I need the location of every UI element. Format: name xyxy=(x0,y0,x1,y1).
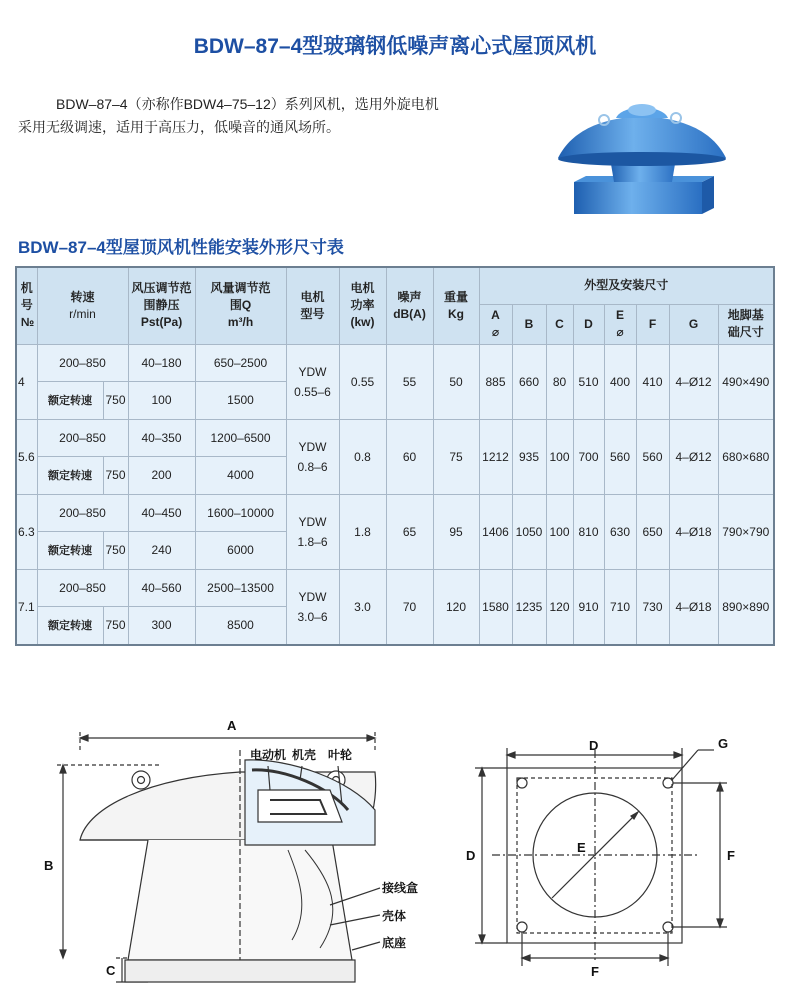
cell-dim-e: 710 xyxy=(604,569,636,645)
cell-pressure-range: 40–180 xyxy=(128,344,195,381)
header-noise: 噪声 dB(A) xyxy=(386,267,433,344)
header-model-no: 机号№ xyxy=(16,267,37,344)
cell-dim-c: 100 xyxy=(546,419,573,494)
cell-dim-a: 885 xyxy=(479,344,512,419)
cell-rated-pressure: 200 xyxy=(128,456,195,494)
table-row xyxy=(16,344,774,381)
cell-dim-d: 810 xyxy=(573,494,604,569)
cell-dim-f: 650 xyxy=(636,494,669,569)
dim-g-label: G xyxy=(718,736,729,751)
cell-dim-d: 910 xyxy=(573,569,604,645)
cell-power: 0.8 xyxy=(339,419,386,494)
cell-rated-pressure: 300 xyxy=(128,606,195,645)
cell-dim-a: 1406 xyxy=(479,494,512,569)
header-flow: 风量调节范围Q m³/h xyxy=(195,267,286,344)
cell-dim-g: 4–Ø18 xyxy=(669,569,718,645)
label-motor: 电动机 xyxy=(250,748,287,762)
header-dim-d: D xyxy=(573,304,604,344)
cell-dim-e: 630 xyxy=(604,494,636,569)
cell-dim-a: 1580 xyxy=(479,569,512,645)
cell-pressure-range: 40–560 xyxy=(128,569,195,606)
label-housing: 壳体 xyxy=(382,909,407,923)
header-dim-a: A ⌀ xyxy=(479,304,512,344)
dim-f-side-label: F xyxy=(727,848,735,863)
page-title: BDW–87–4型玻璃钢低噪声离心式屋顶风机 xyxy=(193,35,597,58)
dim-e-label: E xyxy=(577,840,586,855)
dim-d-side-label: D xyxy=(466,848,476,863)
header-dim-g: G xyxy=(669,304,718,344)
cell-dim-base: 890×890 xyxy=(718,569,774,645)
dim-c-label: C xyxy=(106,963,116,978)
cell-rated-flow: 6000 xyxy=(195,531,286,569)
cell-dim-g: 4–Ø12 xyxy=(669,419,718,494)
label-shell: 机壳 xyxy=(292,748,317,762)
label-impeller: 叶轮 xyxy=(328,748,353,762)
cell-model-no: 4 xyxy=(16,344,37,419)
plan-view xyxy=(475,748,727,966)
cell-speed-range: 200–850 xyxy=(37,494,128,531)
cell-flow-range: 650–2500 xyxy=(195,344,286,381)
fan-product-image xyxy=(552,96,732,220)
cell-dim-d: 700 xyxy=(573,419,604,494)
table-row xyxy=(16,569,774,606)
cell-dim-base: 680×680 xyxy=(718,419,774,494)
cell-dim-f: 410 xyxy=(636,344,669,419)
cell-rated-label: 额定转速 xyxy=(37,606,103,645)
cell-rated-label: 额定转速 xyxy=(37,381,103,419)
header-dim-e: E ⌀ xyxy=(604,304,636,344)
header-dim-f: F xyxy=(636,304,669,344)
cell-dim-b: 1235 xyxy=(512,569,546,645)
table-row xyxy=(16,494,774,531)
side-view xyxy=(57,732,380,982)
header-power: 电机功率 (kw) xyxy=(339,267,386,344)
cell-rated-pressure: 100 xyxy=(128,381,195,419)
cell-flow-range: 1600–10000 xyxy=(195,494,286,531)
cell-power: 0.55 xyxy=(339,344,386,419)
cell-weight: 120 xyxy=(433,569,479,645)
cell-motor: YDW 3.0–6 xyxy=(286,569,339,645)
cell-rated-flow: 4000 xyxy=(195,456,286,494)
cell-speed-range: 200–850 xyxy=(37,569,128,606)
dim-b-label: B xyxy=(44,858,54,873)
cell-flow-range: 1200–6500 xyxy=(195,419,286,456)
cell-dim-b: 935 xyxy=(512,419,546,494)
cell-dim-f: 560 xyxy=(636,419,669,494)
cell-noise: 60 xyxy=(386,419,433,494)
cell-rated-speed: 750 xyxy=(103,381,128,419)
cell-weight: 50 xyxy=(433,344,479,419)
cell-motor: YDW 1.8–6 xyxy=(286,494,339,569)
cell-dim-c: 120 xyxy=(546,569,573,645)
intro-text xyxy=(18,93,518,139)
header-speed: 转速 r/min xyxy=(37,267,128,344)
header-motor: 电机型号 xyxy=(286,267,339,344)
header-pressure: 风压调节范围静压 Pst(Pa) xyxy=(128,267,195,344)
cell-noise: 55 xyxy=(386,344,433,419)
cell-dim-e: 560 xyxy=(604,419,636,494)
cell-rated-pressure: 240 xyxy=(128,531,195,569)
cell-flow-range: 2500–13500 xyxy=(195,569,286,606)
dim-d-top-label: D xyxy=(589,738,599,753)
intro-line-2: 采用无级调速，适用于高压力，低噪音的通风场所。 xyxy=(18,119,340,135)
cell-dim-a: 1212 xyxy=(479,419,512,494)
cell-power: 3.0 xyxy=(339,569,386,645)
cell-dim-g: 4–Ø12 xyxy=(669,344,718,419)
cell-power: 1.8 xyxy=(339,494,386,569)
header-dim-b: B xyxy=(512,304,546,344)
cell-dim-b: 660 xyxy=(512,344,546,419)
cell-motor: YDW 0.8–6 xyxy=(286,419,339,494)
dim-f-bottom-label: F xyxy=(591,964,599,979)
cell-dim-base: 790×790 xyxy=(718,494,774,569)
cell-noise: 70 xyxy=(386,569,433,645)
cell-weight: 75 xyxy=(433,419,479,494)
cell-model-no: 5.6 xyxy=(16,419,37,494)
header-dimensions-group: 外型及安装尺寸 xyxy=(479,267,774,304)
cell-weight: 95 xyxy=(433,494,479,569)
cell-dim-f: 730 xyxy=(636,569,669,645)
cell-dim-g: 4–Ø18 xyxy=(669,494,718,569)
cell-pressure-range: 40–350 xyxy=(128,419,195,456)
intro-line-1: BDW–87–4（亦称作BDW4–75–12）系列风机，选用外旋电机 xyxy=(56,96,439,112)
label-junction-box: 接线盒 xyxy=(382,881,419,895)
label-base: 底座 xyxy=(382,936,407,950)
cell-rated-flow: 8500 xyxy=(195,606,286,645)
spec-table xyxy=(15,266,775,646)
header-dim-c: C xyxy=(546,304,573,344)
dim-a-label: A xyxy=(227,718,237,733)
cell-rated-flow: 1500 xyxy=(195,381,286,419)
header-dim-base: 地脚基础尺寸 xyxy=(718,304,774,344)
cell-noise: 65 xyxy=(386,494,433,569)
cell-rated-speed: 750 xyxy=(103,606,128,645)
cell-dim-base: 490×490 xyxy=(718,344,774,419)
cell-rated-label: 额定转速 xyxy=(37,531,103,569)
table-title: BDW–87–4型屋顶风机性能安装外形尺寸表 xyxy=(18,238,344,257)
cell-dim-d: 510 xyxy=(573,344,604,419)
cell-model-no: 6.3 xyxy=(16,494,37,569)
cell-pressure-range: 40–450 xyxy=(128,494,195,531)
cell-speed-range: 200–850 xyxy=(37,344,128,381)
cell-rated-speed: 750 xyxy=(103,531,128,569)
cell-dim-b: 1050 xyxy=(512,494,546,569)
installation-drawing xyxy=(30,710,760,996)
cell-dim-c: 100 xyxy=(546,494,573,569)
header-weight: 重量 Kg xyxy=(433,267,479,344)
table-row xyxy=(16,419,774,456)
cell-dim-e: 400 xyxy=(604,344,636,419)
cell-model-no: 7.1 xyxy=(16,569,37,645)
cell-rated-label: 额定转速 xyxy=(37,456,103,494)
cell-rated-speed: 750 xyxy=(103,456,128,494)
cell-motor: YDW 0.55–6 xyxy=(286,344,339,419)
cell-dim-c: 80 xyxy=(546,344,573,419)
cell-speed-range: 200–850 xyxy=(37,419,128,456)
